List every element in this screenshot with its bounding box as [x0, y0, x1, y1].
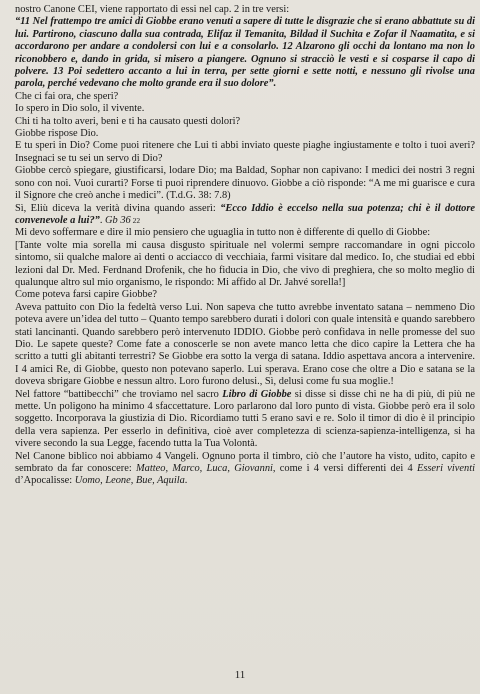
- text-run: 22: [130, 215, 141, 225]
- text-run: .: [184, 475, 188, 487]
- text-run: Chi ti ha tolto averi, beni e ti ha causato questi dolori?: [15, 115, 241, 127]
- text-run: Nel fattore “battibecchi” che troviamo nel sacro: [15, 388, 223, 400]
- paragraph: [15, 451, 475, 488]
- text-run: Che ci fai ora, che speri?: [15, 90, 119, 102]
- paragraph: [15, 240, 475, 290]
- text-run: E tu speri in Dio? Come puoi ritenere che Lui ti abbi inviato queste piaghe ingiustamente e tolto i tuoi averi? Insegnaci se tu sei un servo di Dio?: [15, 140, 475, 164]
- paragraph: [15, 165, 475, 202]
- text-run: Mi devo soffermare e dire il mio pensiero che uguaglia in tutto non è differente di quello di Giobbe:: [15, 227, 431, 239]
- text-run: Esseri viventi: [417, 463, 475, 475]
- text-run: Gb 36: [105, 214, 131, 226]
- text-run: [Tante volte mia sorella mi causa disgusto spirituale nel volermi sempre raccomandare in ogni piccolo sintomo, sii qualche malore ai denti o acciacco di vecchiaia, farmi visitare dal medico. Io, che studiai ed ebbi lezioni dal Dr. Med. Ferdnand Drofenik, che ho fiducia in Dio, che vivo di preghiera, che so molto meglio di qualunque altro sul mio organismo, le rispondo: Mi affido al Dr. Jahvé sorella!]: [15, 239, 475, 288]
- text-run: .: [99, 214, 106, 226]
- text-run: Sì, Eliù diceva la verità divina quando asserì:: [15, 202, 221, 214]
- paragraph: [15, 16, 475, 90]
- paragraph: [15, 91, 475, 103]
- text-run: Io spero in Dio solo, il vivente.: [15, 103, 145, 115]
- page-number: 11: [234, 669, 246, 681]
- text-run: Libro di Giobbe: [222, 388, 292, 400]
- paragraph: [15, 4, 475, 16]
- paragraph: [15, 116, 475, 128]
- paragraph: [15, 203, 475, 228]
- paragraph: [15, 289, 475, 301]
- text-run: Nel Canone biblico noi abbiamo 4 Vangeli. Ognuno porta il timbro, ciò che l’autore ha visto, udito, capito e sembrato da far conoscere:: [15, 450, 475, 475]
- text-run: Matteo, Marco, Luca, Giovanni: [136, 463, 273, 475]
- text-run: Giobbe cercò spiegare, giustificarsi, lodare Dio; ma Baldad, Sophar non capivano: I medici dei nostri 3 regni sono con noi. Vuoi curarti? Forse ti puoi riprendere dinuovo. Giobbe a ciò risponde: “A me mi guarisce e cura il Signore che creò anche i medici”. (T.d.G. 38: 7.8): [15, 165, 475, 202]
- paragraph: [15, 302, 475, 389]
- paragraph: [15, 140, 475, 165]
- text-run: Giobbe rispose Dio.: [15, 128, 99, 140]
- text-run: d’Apocalisse:: [15, 475, 75, 487]
- paragraph: [15, 128, 475, 140]
- paragraph: [15, 227, 475, 239]
- text-run: si disse si disse chi ne ha di più, di più ne mette. Un poligono ha minimo 4 sfaccettature. Loro parlarono dal loro punto di vista. Giobbe però era il solo soggetto. Incorporava la giustizia di Dio. Ricordiamo tutti 5 erano savi e re. Solo il timor di dio è il principio della vera sapienza. Per esserlo in definitiva, cioè aver completezza di scienza-sapienza-intelligenza, si ha vivere secondo la sua Legge, facendo tutta la Tua Volontà.: [15, 388, 475, 450]
- text-run: “Ecco Iddio è eccelso nella sua potenza; chi è il dottore convenevole a lui?”: [15, 202, 475, 226]
- page-body-text: [15, 4, 475, 488]
- text-run: nostro Canone CEI, viene rapportato di essi nel cap. 2 in tre versi:: [15, 4, 290, 15]
- paragraph: [15, 103, 475, 115]
- paragraph: [15, 389, 475, 451]
- text-run: “11 Nel frattempo tre amici di Giobbe erano venuti a sapere di tutte le disgrazie che si erano abbattute su di lui. Partirono, ciascuno dalla sua contrada, Elifaz il Temanita, Bildad il Suchita e Zofar il Naamatita, e si accordarono per andare a condolersi con lui e a consolarlo. 12 Alzarono gli occhi da lontano ma non lo riconobbero e, dando in grida, si misero a piangere. Ognuno si stracciò le vesti e si cosparse il capo di polvere. 13 Poi sedettero accanto a lui in terra, per sette giorni e sette notti, e nessuno gli rivolse una parola, perché vedevano che molto grande era il suo dolore”.: [15, 16, 475, 90]
- text-run: Aveva pattuito con Dio la fedeltà verso Lui. Non sapeva che tutto avrebbe inventato satana – nemmeno Dio poteva avere un’idea del tutto – Quanto tempo sarebbero durati i dolori con quale intensità e quando sarebbero stati lancinanti. Quando sarebbero però intervenuto IDDIO. Giobbe però confidava in nelle promesse del suo Dio. Le sapete queste? Come fate a conoscerle se non avete manco letta che dico capire la Lettera che ha scritto a tutti gli abitanti terrestri? Se Giobbe era sotto la verga di satana. Iddio aspettava ancora a intervenire. I 4 amici Re, di Giobbe, questo non potevano saperlo. Lui sperava. Erano cose che oltre a Dio e satana se la doveva sbrigare Giobbe e nessun altro. Loro furono delusi., Sì, delusi come fu sua moglie.!: [15, 301, 475, 388]
- text-run: Come poteva farsi capire Giobbe?: [15, 289, 157, 301]
- text-run: Uomo, Leone, Bue, Aquila: [74, 475, 185, 487]
- text-run: , come i 4 versi differenti dei 4: [272, 463, 417, 475]
